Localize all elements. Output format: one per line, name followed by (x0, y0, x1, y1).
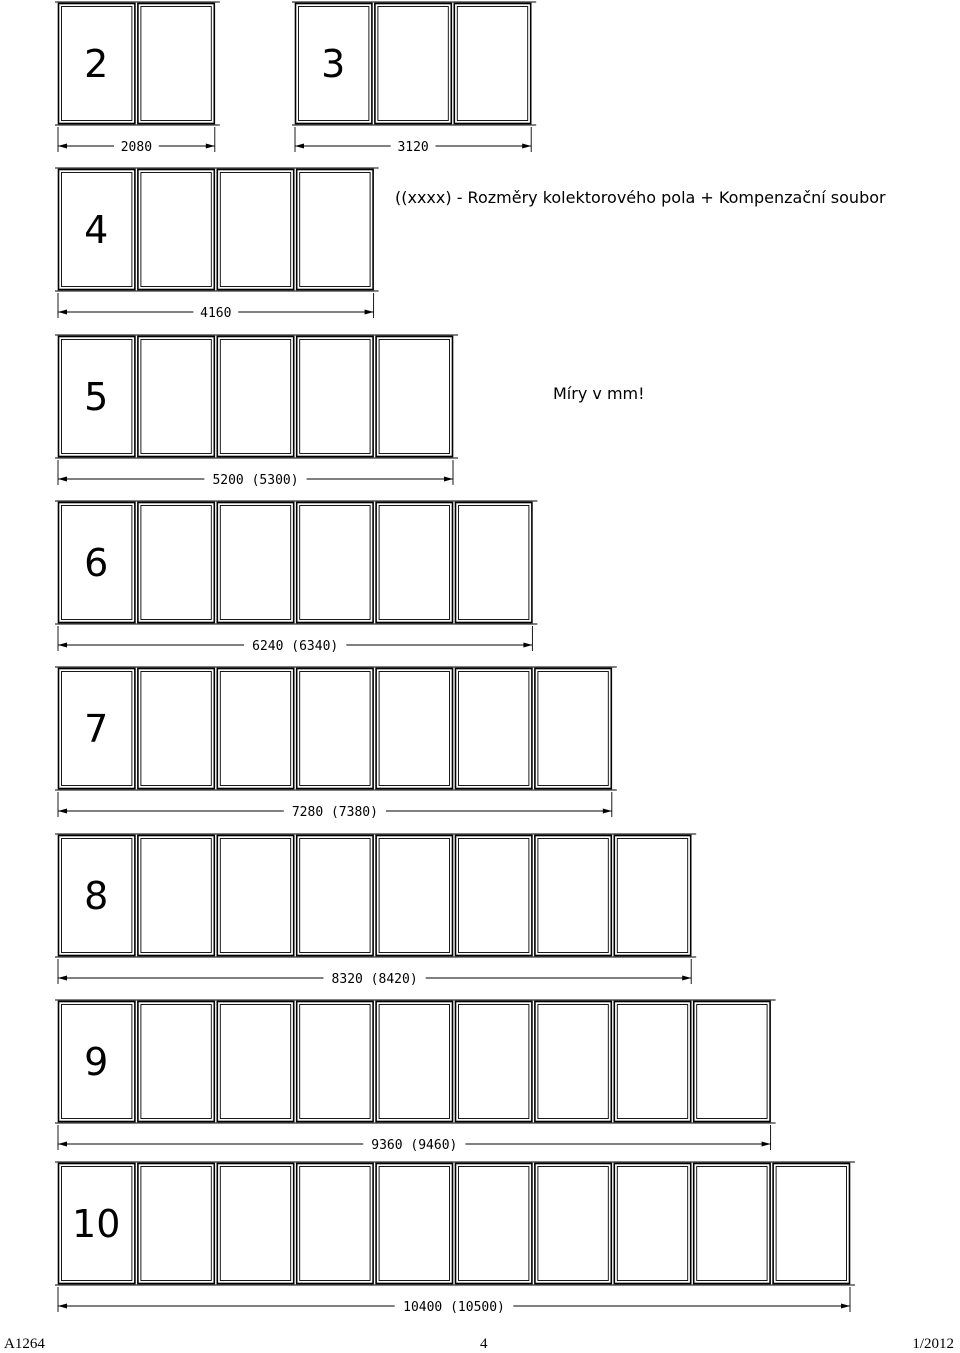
collector-panel (297, 1002, 373, 1122)
collector-panel (614, 1164, 690, 1284)
collector-panel (376, 337, 452, 457)
array-count-label: 3 (321, 42, 346, 86)
dimension-arrow-left-icon (58, 310, 67, 315)
collector-panel-inner (220, 340, 290, 454)
collector-panel-inner (141, 506, 211, 620)
collector-panel-inner (141, 839, 211, 953)
array-count-label: 10 (72, 1202, 121, 1246)
collector-panel (456, 669, 532, 789)
collector-panel-inner (220, 1005, 290, 1119)
collector-panel (456, 1002, 532, 1122)
dimension-label: 4160 (200, 306, 232, 321)
collector-panel (217, 337, 293, 457)
dimension-arrow-left-icon (58, 477, 67, 482)
collector-panel (138, 337, 214, 457)
collector-array-6 (55, 501, 537, 654)
footer-page-number: 4 (480, 1336, 488, 1352)
collector-panel (297, 836, 373, 956)
array-count-label: 4 (84, 208, 109, 252)
dimension-arrow-left-icon (58, 144, 67, 149)
collector-panel-inner (379, 839, 449, 953)
collector-panel (454, 4, 530, 124)
collector-panel-inner (220, 839, 290, 953)
collector-panel (376, 669, 452, 789)
dimension-arrow-left-icon (295, 144, 304, 149)
dimension-label: 9360 (9460) (371, 1138, 458, 1153)
dimension-arrow-left-icon (58, 1142, 67, 1147)
collector-panel-inner (378, 7, 448, 121)
dimension-arrow-left-icon (58, 809, 67, 814)
collector-panel-inner (220, 173, 290, 287)
collector-panel (376, 836, 452, 956)
collector-panel (217, 170, 293, 290)
dimension-arrow-right-icon (841, 1304, 850, 1309)
collector-panel (456, 503, 532, 623)
collector-panel-inner (379, 672, 449, 786)
collector-panel-inner (459, 1005, 529, 1119)
collector-panel-inner (300, 839, 370, 953)
collector-panel-inner (300, 1005, 370, 1119)
collector-panel-inner (141, 1005, 211, 1119)
array-count-label: 8 (84, 874, 109, 918)
footer-date: 1/2012 (912, 1336, 954, 1352)
collector-panel-inner (379, 1005, 449, 1119)
collector-panel-inner (379, 340, 449, 454)
collector-panel-inner (457, 7, 527, 121)
collector-panel (138, 503, 214, 623)
collector-panel-inner (220, 1167, 290, 1281)
collector-panel (138, 1164, 214, 1284)
collector-array-4 (55, 168, 379, 321)
collector-panel (535, 669, 611, 789)
collector-panel (535, 836, 611, 956)
collector-panel-inner (300, 1167, 370, 1281)
collector-panel-inner (141, 1167, 211, 1281)
collector-panel-inner (459, 1167, 529, 1281)
array-count-label: 2 (84, 42, 109, 86)
collector-panel (138, 836, 214, 956)
collector-panel (217, 1002, 293, 1122)
collector-panel-inner (697, 1167, 767, 1281)
collector-panel (217, 1164, 293, 1284)
collector-array-2 (55, 2, 220, 155)
collector-panel-inner (617, 1167, 687, 1281)
collector-array-7 (55, 667, 617, 820)
collector-panel (297, 337, 373, 457)
collector-panel-inner (141, 672, 211, 786)
collector-panel (694, 1164, 770, 1284)
collector-panel (297, 170, 373, 290)
collector-panel (456, 1164, 532, 1284)
dimension-arrow-right-icon (444, 477, 453, 482)
collector-panel (375, 4, 451, 124)
collector-panel-inner (300, 506, 370, 620)
array-count-label: 6 (84, 541, 109, 585)
collector-array-3 (292, 2, 536, 155)
collector-array-10 (55, 1162, 855, 1315)
collector-panel-inner (697, 1005, 767, 1119)
collector-panel-inner (617, 839, 687, 953)
collector-panel-inner (141, 7, 211, 121)
collector-panel-inner (300, 340, 370, 454)
collector-panel-inner (776, 1167, 846, 1281)
collector-panel-inner (141, 340, 211, 454)
collector-array-9 (55, 1000, 776, 1153)
collector-panel-inner (459, 839, 529, 953)
collector-panel (297, 1164, 373, 1284)
collector-panel-inner (379, 506, 449, 620)
collector-panel (217, 503, 293, 623)
dimension-label: 7280 (7380) (291, 805, 378, 820)
collector-panel-inner (538, 1005, 608, 1119)
dimension-arrow-right-icon (522, 144, 531, 149)
dimension-arrow-right-icon (365, 310, 374, 315)
dimension-arrow-right-icon (523, 643, 532, 648)
collector-panel-inner (617, 1005, 687, 1119)
collector-panel (535, 1002, 611, 1122)
collector-panel-inner (220, 506, 290, 620)
collector-panel (138, 4, 214, 124)
dimension-arrow-left-icon (58, 976, 67, 981)
dimension-arrow-right-icon (206, 144, 215, 149)
collector-panel (614, 836, 690, 956)
collector-panel-inner (459, 506, 529, 620)
array-count-label: 9 (84, 1040, 109, 1084)
dimension-arrow-right-icon (762, 1142, 771, 1147)
collector-panel-inner (538, 672, 608, 786)
collector-panel-inner (379, 1167, 449, 1281)
dimension-arrow-left-icon (58, 1304, 67, 1309)
collector-panel (297, 503, 373, 623)
dimension-arrow-left-icon (58, 643, 67, 648)
page-title: ((xxxx) - Rozměry kolektorového pola + Kompenzační soubor (395, 188, 886, 207)
collector-panel (138, 1002, 214, 1122)
collector-panel-inner (538, 839, 608, 953)
dimension-label: 6240 (6340) (252, 639, 339, 654)
collector-panel (614, 1002, 690, 1122)
collector-panel (456, 836, 532, 956)
collector-array-5 (55, 335, 458, 488)
dimension-label: 5200 (5300) (212, 473, 299, 488)
dimension-arrow-right-icon (682, 976, 691, 981)
array-count-label: 7 (84, 707, 109, 751)
collector-panel (773, 1164, 849, 1284)
dimension-label: 10400 (10500) (403, 1300, 505, 1315)
dimension-arrow-right-icon (603, 809, 612, 814)
collector-panel (376, 1164, 452, 1284)
collector-panel (217, 669, 293, 789)
collector-panel-inner (141, 173, 211, 287)
dimension-label: 3120 (397, 140, 429, 155)
collector-panel-inner (459, 672, 529, 786)
collector-panel-inner (220, 672, 290, 786)
collector-panel-inner (538, 1167, 608, 1281)
collector-panel (297, 669, 373, 789)
collector-panel (535, 1164, 611, 1284)
collector-panel (138, 669, 214, 789)
collector-panel (138, 170, 214, 290)
collector-panel (376, 503, 452, 623)
collector-panel-inner (300, 672, 370, 786)
collector-panel (376, 1002, 452, 1122)
dimension-label: 2080 (120, 140, 153, 155)
array-count-label: 5 (84, 375, 109, 419)
units-note: Míry v mm! (553, 384, 645, 403)
collector-panel-inner (300, 173, 370, 287)
collector-array-8 (55, 834, 696, 987)
collector-panel (217, 836, 293, 956)
dimension-label: 8320 (8420) (331, 972, 418, 987)
collector-panel (694, 1002, 770, 1122)
footer-document-code: A1264 (4, 1336, 45, 1352)
